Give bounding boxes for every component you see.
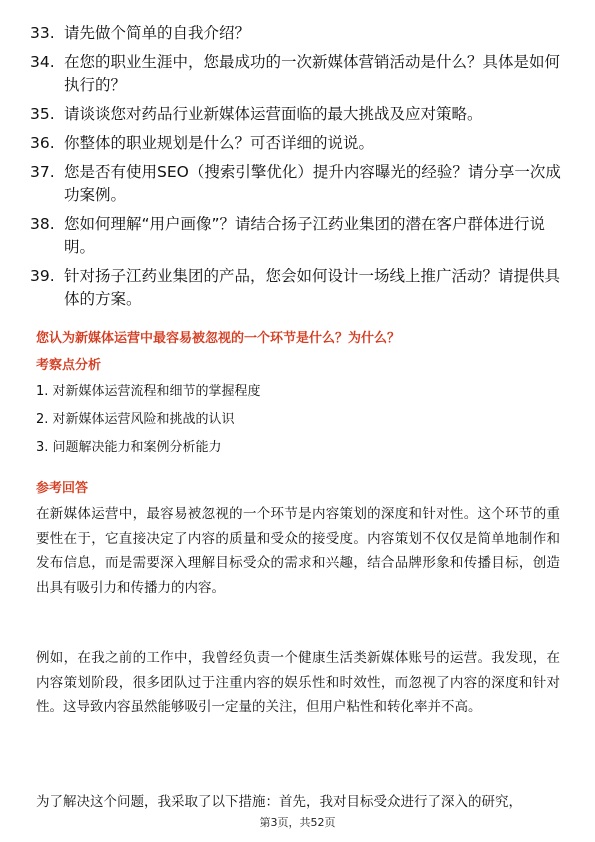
analysis-point: 3. 问题解决能力和案例分析能力 <box>36 440 222 455</box>
question-number: 33. <box>30 24 55 42</box>
question-text: 你整体的职业规划是什么？可否详细的说说。 <box>64 134 375 152</box>
question-item <box>30 161 570 207</box>
question-item <box>30 22 570 45</box>
question-item <box>30 213 570 259</box>
question-number: 38. <box>30 215 55 233</box>
question-text: 请谈谈您对药品行业新媒体运营面临的最大挑战及应对策略。 <box>64 105 483 123</box>
question-text: 在您的职业生涯中，您最成功的一次新媒体营销活动是什么？具体是如何执行的？ <box>64 53 561 94</box>
analysis-heading: 考察点分析 <box>36 358 102 373</box>
analysis-point: 1. 对新媒体运营流程和细节的掌握程度 <box>36 384 261 399</box>
analysis-point-list <box>36 383 261 467</box>
analysis-point: 2. 对新媒体运营风险和挑战的认识 <box>36 412 235 427</box>
question-number: 37. <box>30 163 55 181</box>
question-number: 36. <box>30 134 55 152</box>
question-number: 34. <box>30 53 55 71</box>
question-item <box>30 51 570 97</box>
answer-paragraph: 在新媒体运营中，最容易被忽视的一个环节是内容策划的深度和针对性。这个环节的重要性在于，它直接决定了内容的质量和受众的接受度。内容策划不仅仅是简单地制作和发布信息，而是需要深入理解目标受众的需求和兴趣，结合品牌形象和传播目标，创造出具有吸引力和传播力的内容。 <box>36 506 560 596</box>
question-text: 您是否有使用SEO（搜索引擎优化）提升内容曝光的经验？请分享一次成功案例。 <box>64 163 561 204</box>
page-footer: 第3页，共52页 <box>259 816 336 829</box>
question-item <box>30 265 570 311</box>
question-item <box>30 103 570 126</box>
question-list <box>30 22 570 317</box>
question-number: 39. <box>30 267 55 285</box>
question-number: 35. <box>30 105 55 123</box>
reference-answer-heading: 参考回答 <box>36 481 89 496</box>
question-item <box>30 132 570 155</box>
question-text: 请先做个简单的自我介绍？ <box>64 24 251 42</box>
question-text: 针对扬子江药业集团的产品，您会如何设计一场线上推广活动？请提供具体的方案。 <box>64 267 561 308</box>
answer-paragraph: 为了解决这个问题，我采取了以下措施：首先，我对目标受众进行了深入的研究， <box>36 794 522 810</box>
featured-question-heading: 您认为新媒体运营中最容易被忽视的一个环节是什么？为什么？ <box>36 331 401 346</box>
answer-paragraph: 例如，在我之前的工作中，我曾经负责一个健康生活类新媒体账号的运营。我发现，在内容策划阶段，很多团队过于注重内容的娱乐性和时效性，而忽视了内容的深度和针对性。这导致内容虽然能够吸引一定量的关注，但用户粘性和转化率并不高。 <box>36 650 560 715</box>
question-text: 您如何理解“用户画像”？请结合扬子江药业集团的潜在客户群体进行说明。 <box>64 215 546 256</box>
